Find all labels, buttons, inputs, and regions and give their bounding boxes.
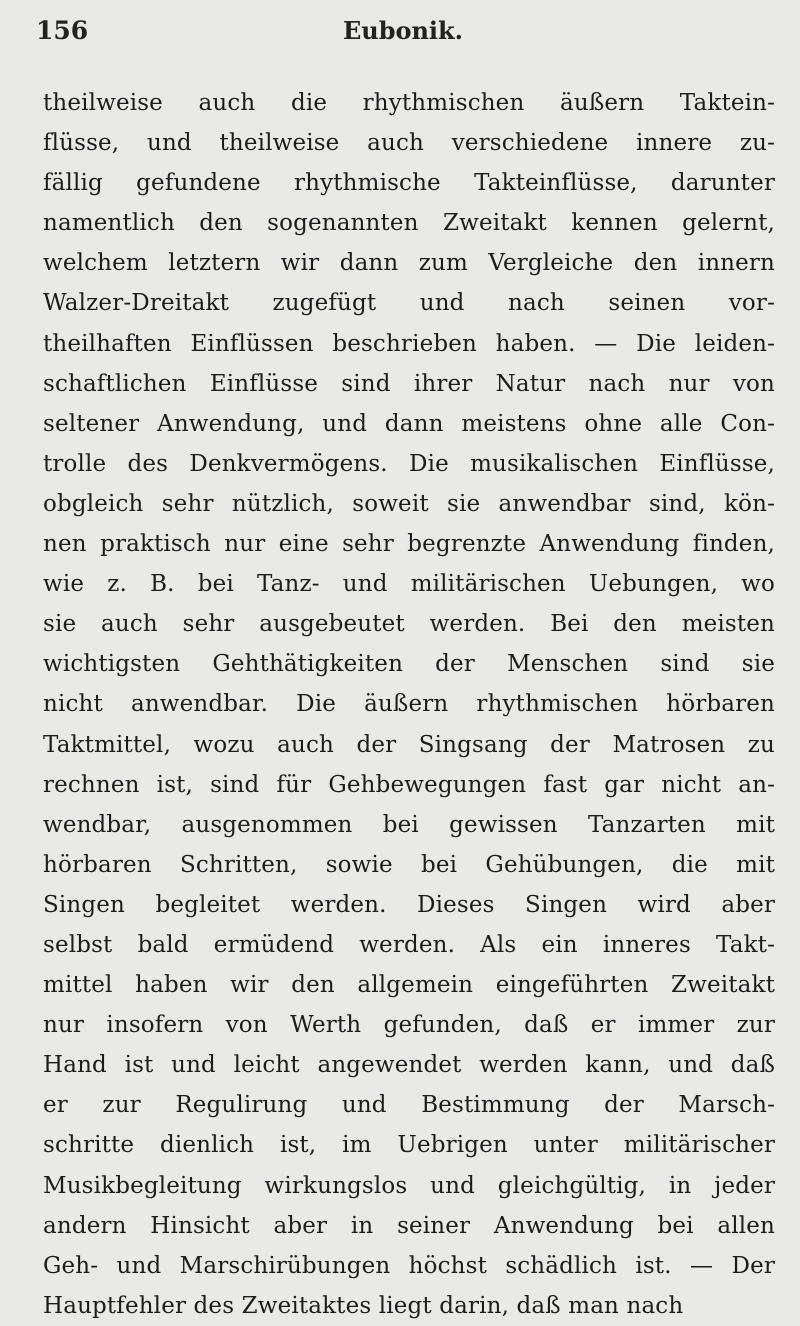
text-line: Walzer-Dreitakt zugefügt und nach seinen vor- <box>43 290 775 317</box>
text-line: trolle des Denkvermögens. Die musikalischen Einflüsse, <box>43 450 775 477</box>
text-line: wendbar, ausgenommen bei gewissen Tanzarten mit <box>43 811 775 838</box>
text-line: schaftlichen Einflüsse sind ihrer Natur nach nur von <box>43 370 775 397</box>
text-line: andern Hinsicht aber in seiner Anwendung bei allen <box>43 1212 775 1239</box>
text-line: theilhaften Einflüssen beschrieben haben. — Die leiden- <box>43 330 775 357</box>
text-line: fällig gefundene rhythmische Takteinflüsse, darunter <box>43 170 775 197</box>
text-line: selbst bald ermüdend werden. Als ein inneres Takt- <box>43 931 775 958</box>
text-line: Singen begleitet werden. Dieses Singen wird aber <box>43 891 775 918</box>
text-line: theilweise auch die rhythmischen äußern Taktein- <box>43 90 775 116</box>
text-line: wie z. B. bei Tanz- und militärischen Uebungen, wo <box>43 571 775 598</box>
text-line: sie auch sehr ausgebeutet werden. Bei den meisten <box>43 611 775 638</box>
text-line: Musikbegleitung wirkungslos und gleichgültig, in jeder <box>43 1172 775 1199</box>
text-line: nicht anwendbar. Die äußern rhythmischen hörbaren <box>43 691 775 718</box>
text-line: nur insofern von Werth gefunden, daß er immer zur <box>43 1012 775 1039</box>
text-line: schritte dienlich ist, im Uebrigen unter militärischer <box>43 1132 775 1159</box>
text-line: hörbaren Schritten, sowie bei Gehübungen, die mit <box>43 851 775 878</box>
text-line: obgleich sehr nützlich, soweit sie anwendbar sind, kön- <box>43 490 775 517</box>
running-title: Eubonik. <box>342 16 464 45</box>
text-line: flüsse, und theilweise auch verschiedene innere zu- <box>43 130 775 157</box>
text-line: welchem letztern wir dann zum Vergleiche den innern <box>43 250 775 277</box>
page-header <box>36 16 770 56</box>
text-line: Hauptfehler des Zweitaktes liegt darin, daß man nach <box>43 1292 684 1319</box>
page-number: 156 <box>36 16 89 45</box>
text-line: seltener Anwendung, und dann meistens ohne alle Con- <box>43 410 775 437</box>
text-line: Hand ist und leicht angewendet werden kann, und daß <box>43 1052 775 1079</box>
body-paragraph <box>43 83 775 1326</box>
text-line: Taktmittel, wozu auch der Singsang der Matrosen zu <box>43 731 775 758</box>
text-line: mittel haben wir den allgemein eingeführten Zweitakt <box>43 972 775 999</box>
text-line: rechnen ist, sind für Gehbewegungen fast gar nicht an- <box>43 771 775 798</box>
text-line: wichtigsten Gehthätigkeiten der Menschen sind sie <box>43 651 775 678</box>
text-line: nen praktisch nur eine sehr begrenzte Anwendung finden, <box>43 531 775 558</box>
text-line: namentlich den sogenannten Zweitakt kennen gelernt, <box>43 210 775 237</box>
text-line: er zur Regulirung und Bestimmung der Marsch- <box>43 1092 775 1119</box>
text-line: Geh- und Marschirübungen höchst schädlich ist. — Der <box>43 1252 775 1279</box>
